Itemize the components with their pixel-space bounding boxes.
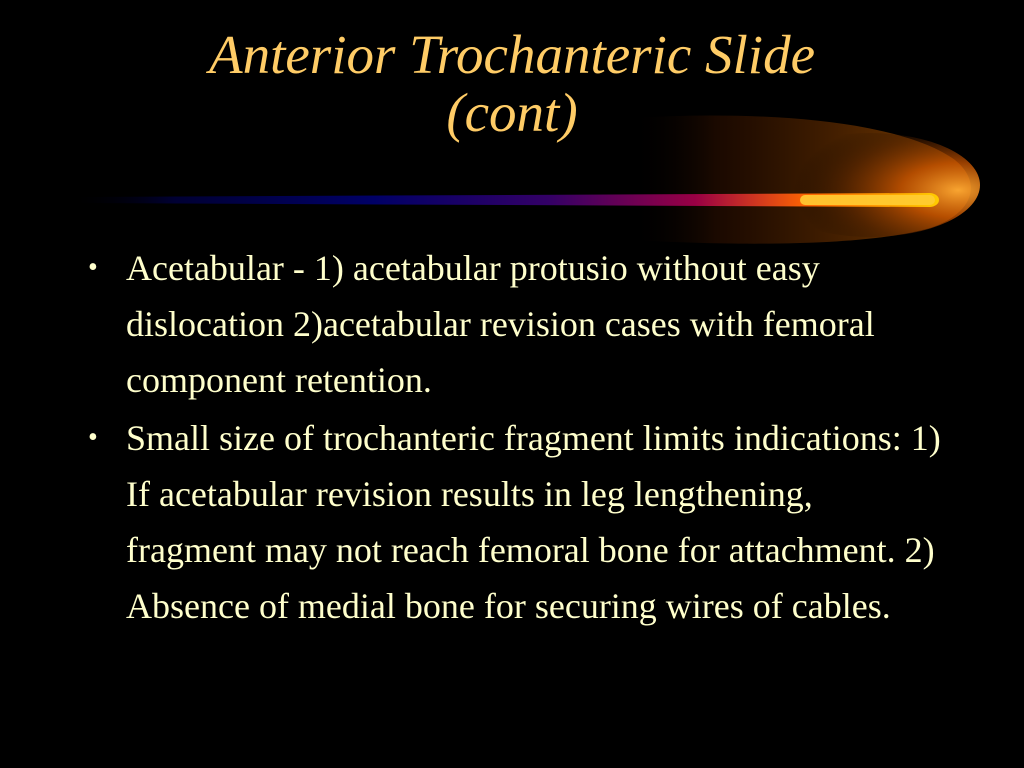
bullet-dot-icon: •	[88, 252, 98, 283]
bullet-item	[88, 240, 948, 408]
title-line-2: (cont)	[446, 82, 578, 143]
slide-title	[112, 26, 912, 142]
comet-core	[800, 195, 935, 205]
bullet-text: Acetabular - 1) acetabular protusio without easy dislocation 2)acetabular revision cases with femoral component retention.	[126, 248, 875, 400]
bullet-item	[88, 410, 948, 634]
bullet-list	[88, 240, 948, 636]
bullet-text: Small size of trochanteric fragment limits indications: 1) If acetabular revision results in leg lengthening, fragment may not reach femoral bone for attachment. 2) Absence of medial bone for securing wires of cables.	[126, 418, 941, 626]
comet-head-glow	[760, 133, 980, 237]
title-line-1: Anterior Trochanteric Slide	[209, 24, 815, 85]
bullet-dot-icon: •	[88, 422, 98, 453]
